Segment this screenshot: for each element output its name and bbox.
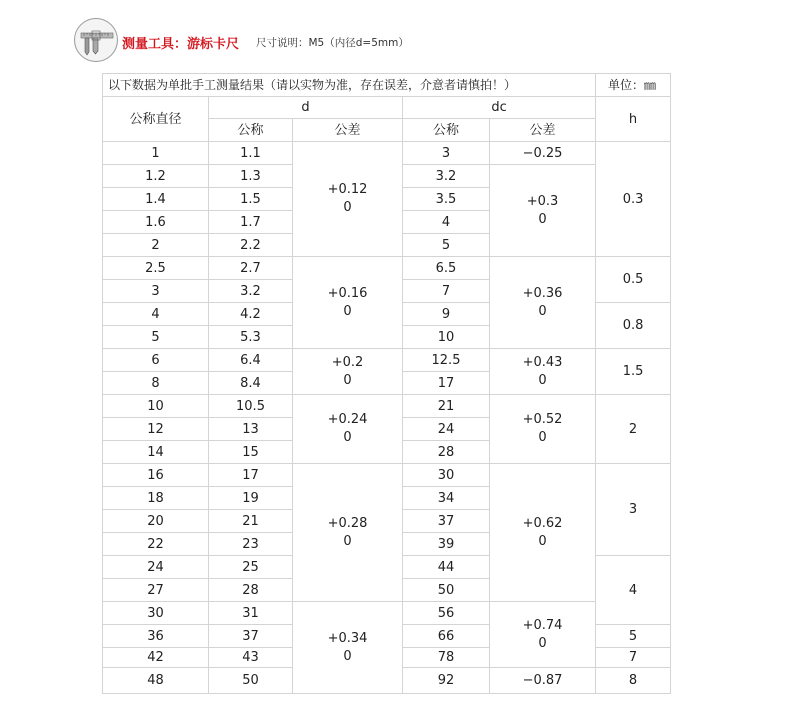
tolerance-upper: +0.34 (327, 630, 368, 646)
subheader-dc-tolerance: 公差 (490, 119, 596, 142)
tolerance-lower: 0 (343, 372, 352, 388)
h-cell: 0.3 (596, 142, 671, 257)
nominal-diameter-cell: 2.5 (103, 257, 209, 280)
dc-tolerance-cell (490, 464, 596, 602)
column-nominal-diameter: 公称直径 (103, 97, 209, 142)
tolerance-upper: +0.12 (327, 182, 368, 197)
tolerance-lower: 0 (343, 430, 352, 445)
dc-nominal-cell: 17 (403, 372, 490, 395)
h-cell: 1.5 (596, 349, 671, 395)
d-tolerance-cell (293, 142, 403, 257)
dc-nominal-cell: 4 (403, 211, 490, 234)
group-header-d: d (209, 97, 403, 119)
tolerance-lower: 0 (343, 533, 352, 549)
measurement-note: 以下数据为单批手工测量结果（请以实物为准，存在误差，介意者请慎拍！） (103, 74, 596, 97)
nominal-diameter-cell: 8 (103, 372, 209, 395)
d-tolerance-cell (293, 464, 403, 602)
d-nominal-cell: 37 (209, 625, 293, 648)
dc-nominal-cell: 3.2 (403, 165, 490, 188)
nominal-diameter-cell: 24 (103, 556, 209, 579)
nominal-diameter-cell: 1.2 (103, 165, 209, 188)
tolerance-upper: +0.36 (522, 285, 563, 301)
tolerance-upper: +0.24 (327, 412, 368, 427)
dc-nominal-cell: 39 (403, 533, 490, 556)
unit-label: 单位：㎜ (596, 74, 671, 97)
d-nominal-cell: 43 (209, 648, 293, 668)
nominal-diameter-cell: 6 (103, 349, 209, 372)
table-row (103, 349, 671, 372)
header-row (103, 97, 671, 119)
tolerance-upper: +0.16 (327, 285, 368, 301)
d-nominal-cell: 15 (209, 441, 293, 464)
d-nominal-cell: 17 (209, 464, 293, 487)
d-nominal-cell: 21 (209, 510, 293, 533)
h-cell: 5 (596, 625, 671, 648)
tolerance-upper: +0.74 (522, 617, 563, 633)
measurement-table (102, 73, 671, 694)
dc-tolerance-cell (490, 349, 596, 395)
nominal-diameter-cell: 22 (103, 533, 209, 556)
tolerance-upper: +0.52 (522, 412, 563, 427)
d-nominal-cell: 8.4 (209, 372, 293, 395)
tolerance-value: −0.25 (522, 145, 563, 161)
nominal-diameter-cell: 4 (103, 303, 209, 326)
dc-tolerance-cell (490, 668, 596, 694)
dc-nominal-cell: 3 (403, 142, 490, 165)
dc-nominal-cell: 37 (403, 510, 490, 533)
dc-nominal-cell: 50 (403, 579, 490, 602)
dc-nominal-cell: 6.5 (403, 257, 490, 280)
d-nominal-cell: 10.5 (209, 395, 293, 418)
tolerance-upper: +0.43 (522, 354, 563, 370)
h-cell: 4 (596, 556, 671, 625)
dc-nominal-cell: 5 (403, 234, 490, 257)
nominal-diameter-cell: 1 (103, 142, 209, 165)
nominal-diameter-cell: 2 (103, 234, 209, 257)
table-row (103, 142, 671, 165)
dc-tolerance-cell (490, 602, 596, 668)
table-row (103, 395, 671, 418)
d-nominal-cell: 6.4 (209, 349, 293, 372)
dc-nominal-cell: 44 (403, 556, 490, 579)
d-nominal-cell: 1.5 (209, 188, 293, 211)
tolerance-lower: 0 (343, 303, 352, 319)
dc-nominal-cell: 34 (403, 487, 490, 510)
h-cell: 7 (596, 648, 671, 668)
tolerance-lower: 0 (343, 200, 352, 215)
tolerance-lower: 0 (343, 648, 352, 664)
table-row (103, 464, 671, 487)
d-nominal-cell: 2.2 (209, 234, 293, 257)
dc-nominal-cell: 56 (403, 602, 490, 625)
d-nominal-cell: 23 (209, 533, 293, 556)
h-cell: 0.5 (596, 257, 671, 303)
d-nominal-cell: 25 (209, 556, 293, 579)
page-title: 测量工具：游标卡尺 (122, 37, 240, 52)
dc-tolerance-cell (490, 395, 596, 464)
d-tolerance-cell (293, 257, 403, 349)
nominal-diameter-cell: 1.6 (103, 211, 209, 234)
d-nominal-cell: 4.2 (209, 303, 293, 326)
nominal-diameter-cell: 16 (103, 464, 209, 487)
table-row (103, 602, 671, 625)
d-nominal-cell: 19 (209, 487, 293, 510)
group-header-dc: dc (403, 97, 596, 119)
tolerance-lower: 0 (538, 635, 547, 651)
dc-tolerance-cell (490, 165, 596, 257)
nominal-diameter-cell: 42 (103, 648, 209, 668)
tolerance-upper: +0.62 (522, 515, 563, 531)
nominal-diameter-cell: 10 (103, 395, 209, 418)
tolerance-upper: +0.28 (327, 515, 368, 531)
h-cell: 0.8 (596, 303, 671, 349)
dc-tolerance-cell (490, 257, 596, 349)
d-tolerance-cell (293, 395, 403, 464)
d-nominal-cell: 31 (209, 602, 293, 625)
d-nominal-cell: 50 (209, 668, 293, 694)
h-cell: 2 (596, 395, 671, 464)
subheader-d-nominal: 公称 (209, 119, 293, 142)
dc-nominal-cell: 12.5 (403, 349, 490, 372)
h-cell: 3 (596, 464, 671, 556)
nominal-diameter-cell: 30 (103, 602, 209, 625)
d-nominal-cell: 5.3 (209, 326, 293, 349)
d-nominal-cell: 28 (209, 579, 293, 602)
size-description: 尺寸说明：M5（内径d=5mm） (256, 37, 409, 49)
d-tolerance-cell (293, 602, 403, 694)
tolerance-lower: 0 (538, 430, 547, 445)
column-h: h (596, 97, 671, 142)
nominal-diameter-cell: 20 (103, 510, 209, 533)
d-tolerance-cell (293, 349, 403, 395)
nominal-diameter-cell: 3 (103, 280, 209, 303)
tolerance-lower: 0 (538, 211, 547, 227)
nominal-diameter-cell: 36 (103, 625, 209, 648)
dc-tolerance-cell (490, 142, 596, 165)
dc-nominal-cell: 24 (403, 418, 490, 441)
dc-nominal-cell: 9 (403, 303, 490, 326)
tolerance-upper: +0.2 (331, 354, 364, 370)
dc-nominal-cell: 3.5 (403, 188, 490, 211)
nominal-diameter-cell: 12 (103, 418, 209, 441)
caliper-icon (74, 18, 118, 62)
d-nominal-cell: 1.3 (209, 165, 293, 188)
dc-nominal-cell: 21 (403, 395, 490, 418)
dc-nominal-cell: 7 (403, 280, 490, 303)
d-nominal-cell: 3.2 (209, 280, 293, 303)
tolerance-lower: 0 (538, 533, 547, 549)
table-row (103, 257, 671, 280)
nominal-diameter-cell: 18 (103, 487, 209, 510)
dc-nominal-cell: 66 (403, 625, 490, 648)
subheader-d-tolerance: 公差 (293, 119, 403, 142)
h-cell: 8 (596, 668, 671, 694)
dc-nominal-cell: 92 (403, 668, 490, 694)
tolerance-lower: 0 (538, 372, 547, 388)
d-nominal-cell: 2.7 (209, 257, 293, 280)
subheader-dc-nominal: 公称 (403, 119, 490, 142)
nominal-diameter-cell: 5 (103, 326, 209, 349)
nominal-diameter-cell: 1.4 (103, 188, 209, 211)
note-row (103, 74, 671, 97)
tolerance-value: −0.87 (522, 673, 563, 688)
tolerance-upper: +0.3 (526, 193, 559, 209)
dc-nominal-cell: 78 (403, 648, 490, 668)
nominal-diameter-cell: 14 (103, 441, 209, 464)
dc-nominal-cell: 28 (403, 441, 490, 464)
d-nominal-cell: 1.7 (209, 211, 293, 234)
d-nominal-cell: 13 (209, 418, 293, 441)
nominal-diameter-cell: 27 (103, 579, 209, 602)
dc-nominal-cell: 30 (403, 464, 490, 487)
d-nominal-cell: 1.1 (209, 142, 293, 165)
nominal-diameter-cell: 48 (103, 668, 209, 694)
tolerance-lower: 0 (538, 303, 547, 319)
dc-nominal-cell: 10 (403, 326, 490, 349)
